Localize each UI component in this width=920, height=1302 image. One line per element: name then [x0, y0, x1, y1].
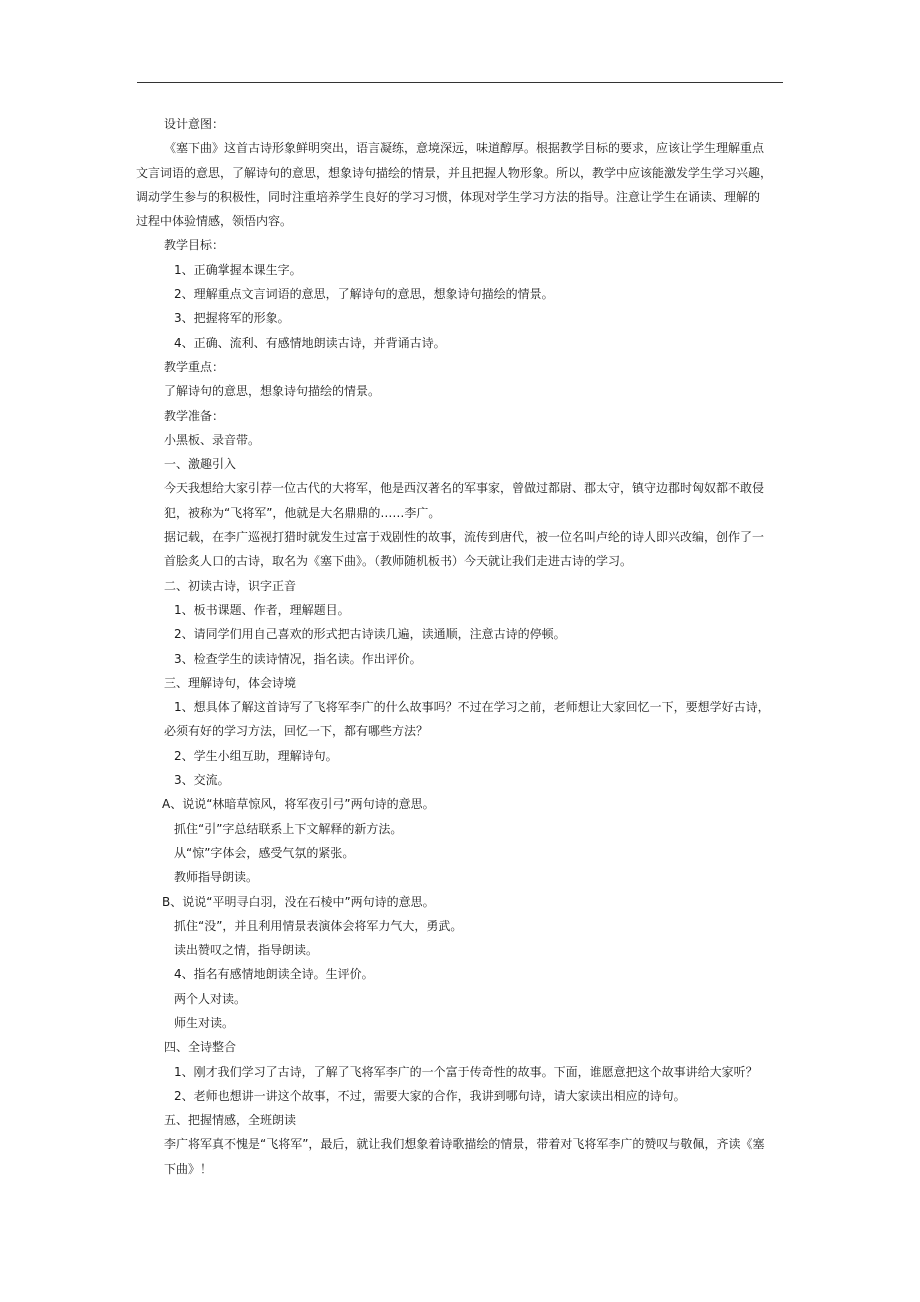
text-line: 五、把握情感，全班朗读: [164, 1113, 297, 1128]
text-line: 抓住“引”字总结联系上下文解释的新方法。: [174, 821, 403, 836]
text-line: 教学准备：: [164, 408, 225, 423]
header-rule: [137, 82, 783, 83]
text-line: B、说说“平明寻白羽，没在石棱中”两句诗的意思。: [162, 894, 435, 909]
text-line: 4、正确、流利、有感情地朗读古诗，并背诵古诗。: [174, 335, 446, 350]
text-line: 2、理解重点文言词语的意思，了解诗句的意思，想象诗句描绘的情景。: [174, 287, 554, 302]
text-line: 3、检查学生的读诗情况，指名读。作出评价。: [174, 651, 422, 666]
text-line: 设计意图：: [164, 117, 225, 131]
text-line: 三、理解诗句，体会诗境: [164, 675, 297, 690]
text-line: A、说说“林暗草惊风，将军夜引弓”两句诗的意思。: [162, 797, 435, 812]
text-line: 1、想具体了解这首诗写了飞将军李广的什么故事吗？不过在学习之前，老师想让大家回忆一下，要想学好古诗，: [174, 700, 770, 715]
text-line: 下曲》！: [164, 1161, 213, 1176]
text-line: 必须有好的学习方法，回忆一下，都有哪些方法？: [164, 724, 429, 739]
text-line: 3、把握将军的形象。: [174, 311, 290, 326]
text-line: 2、学生小组互助，理解诗句。: [174, 748, 338, 763]
text-line: 1、正确掌握本课生字。: [174, 262, 302, 277]
text-line: 教学目标：: [164, 238, 225, 253]
text-line: 教师指导朗读。: [174, 870, 259, 885]
text-line: 李广将军真不愧是“飞将军”，最后，就让我们想象着诗歌描绘的情景，带着对飞将军李广的赞叹与敬佩，齐读《塞: [164, 1137, 765, 1152]
text-line: 过程中体验情感，领悟内容。: [136, 214, 293, 229]
text-line: 2、请同学们用自己喜欢的形式把古诗读几遍，读通顺，注意古诗的停顿。: [174, 627, 566, 642]
text-line: 《塞下曲》这首古诗形象鲜明突出，语言凝练，意境深远，味道醇厚。根据教学目标的要求，应该让学生理解重点: [164, 141, 765, 156]
text-line: 3、交流。: [174, 773, 230, 788]
text-line: 从“惊”字体会，感受气氛的紧张。: [174, 845, 355, 860]
text-line: 1、刚才我们学习了古诗，了解了飞将军李广的一个富于传奇性的故事。下面，谁愿意把这个故事讲给大家听？: [174, 1064, 758, 1079]
text-line: 了解诗句的意思，想象诗句描绘的情景。: [164, 384, 381, 399]
text-line: 抓住“没”，并且利用情景表演体会将军力气大，勇武。: [174, 918, 463, 933]
text-line: 师生对读。: [174, 1015, 235, 1030]
text-line: 小黑板、录音带。: [164, 432, 261, 447]
text-line: 今天我想给大家引荐一位古代的大将军，他是西汉著名的军事家，曾做过都尉、郡太守，镇守边郡时匈奴都不敢侵: [164, 481, 765, 496]
text-line: 读出赞叹之情，指导朗读。: [174, 943, 319, 958]
text-line: 一、激趣引入: [164, 457, 237, 472]
text-line: 四、全诗整合: [164, 1040, 237, 1055]
text-line: 2、老师也想讲一讲这个故事，不过，需要大家的合作，我讲到哪句诗，请大家读出相应的诗句。: [174, 1088, 686, 1103]
text-line: 两个人对读。: [174, 991, 247, 1006]
text-line: 据记载，在李广巡视打猎时就发生过富于戏剧性的故事，流传到唐代，被一位名叫卢纶的诗人即兴改编，创作了一: [164, 530, 765, 545]
text-line: 首脍炙人口的古诗，取名为《塞下曲》。（教师随机板书）今天就让我们走进古诗的学习。: [164, 554, 633, 569]
text-line: 4、指名有感情地朗读全诗。生评价。: [174, 967, 374, 982]
text-line: 调动学生参与的积极性，同时注重培养学生良好的学习习惯，体现对学生学习方法的指导。注意让学生在诵读、理解的: [136, 189, 761, 204]
text-line: 文言词语的意思，了解诗句的意思，想象诗句描绘的情景，并且把握人物形象。所以，教学中应该能激发学生学习兴趣，: [136, 165, 773, 180]
text-line: 教学重点：: [164, 359, 225, 374]
text-line: 1、板书课题、作者，理解题目。: [174, 602, 350, 617]
text-line: 犯，被称为“飞将军”，他就是大名鼎鼎的……李广。: [164, 505, 441, 520]
document-body: [136, 112, 788, 1181]
text-line: 二、初读古诗，识字正音: [164, 578, 297, 593]
